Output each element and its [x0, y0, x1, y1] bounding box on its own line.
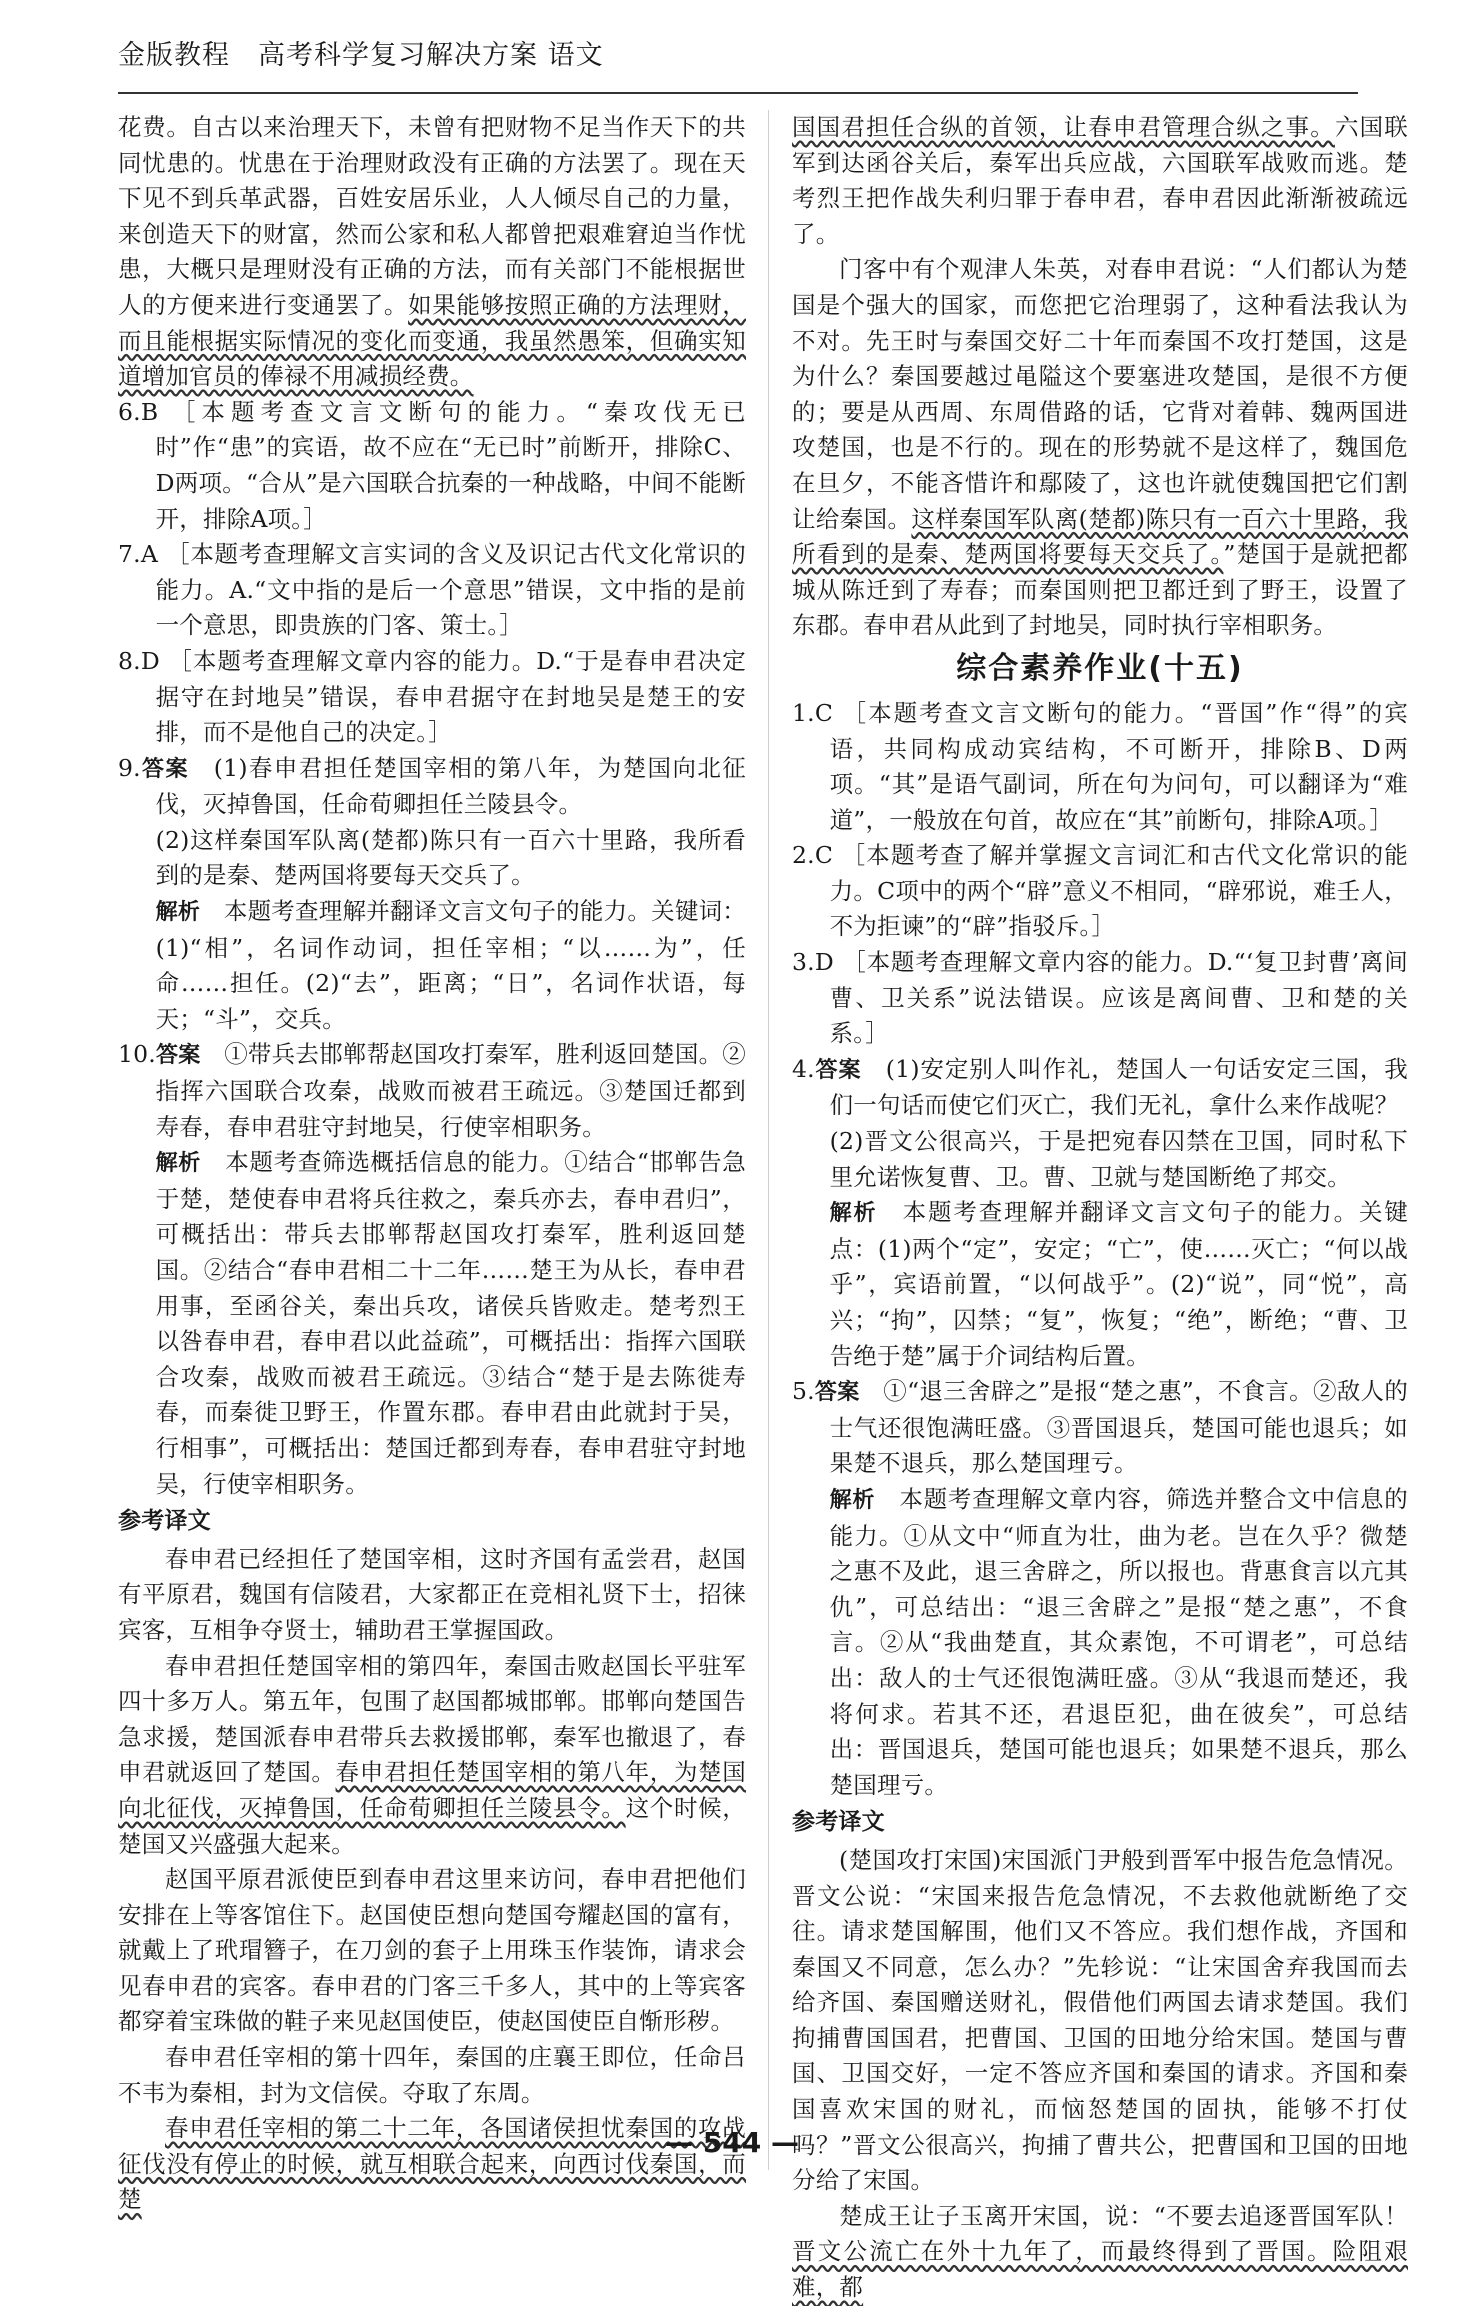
left-column — [118, 110, 746, 2218]
answer-7: 7.A ［本题考查理解文言实词的含义及识记古代文化常识的能力。A.“文中指的是后一个意思”错误，文中指的是前一个意思，即贵族的门客、策士。］ — [118, 540, 746, 640]
answer-label: 答案 — [814, 1380, 860, 1406]
translation-paragraph: 春申君任宰相的第十四年，秦国的庄襄王即位，任命吕不韦为秦相，封为文信侯。夺取了东周。 — [118, 2043, 746, 2107]
section-title: 综合素养作业(十五) — [956, 650, 1244, 686]
translation-paragraph: 花费。自古以来治理天下，未曾有把财物不足当作天下的共同忧患的。忧患在于治理财政没有正确的方法罢了。现在天下见不到兵革武器，百姓安居乐业，人人倾尽自己的力量，来创造天下的财富，然而公家和私人都曾把艰难窘迫当作忧患，大概只是理财没有正确的方法，而有关部门不能根据世人的方便来进行变通罢了。如果能够按照正确的方法理财，而且能根据实际情况的变化而变通，我虽然愚笨，但确实知道增加官员的俸禄不用减损经费。 — [118, 113, 746, 391]
answer-6: 6.B ［本题考查文言文断句的能力。“秦攻伐无已时”作“患”的宾语，故不应在“无已时”前断开，排除C、D两项。“合从”是六国联合抗秦的一种战略，中间不能断开，排除A项。］ — [118, 397, 746, 533]
translation-paragraph: 国国君担任合纵的首领，让春申君管理合纵之事。六国联军到达函谷关后，秦军出兵应战，六国联军战败而逃。楚考烈王把作战失利归罪于春申君，春申君因此渐渐被疏远了。 — [792, 113, 1408, 248]
answer-1: 1.C ［本题考查文言文断句的能力。“晋国”作“得”的宾语，共同构成动宾结构，不可断开，排除B、D两项。“其”是语气副词，所在句为问句，可以翻译为“难道”，一般放在句首，故应在“其”前断句，排除A项。］ — [792, 698, 1408, 834]
analysis-5: 解析 本题考查理解文章内容，筛选并整合文中信息的能力。①从文中“师直为壮，曲为老。岂在久乎？微楚之惠不及此，退三舍辟之，所以报也。背惠食言以亢其仇”，可总结出：“退三舍辟之”是报“楚之惠”，不食言。②从“我曲楚直，其众素饱，不可谓老”，可总结出：敌人的士气还很饱满旺盛。③从“我退而楚还，我将何求。若其不还，君退臣犯，曲在彼矣”，可总结出：晋国退兵，楚国可能也退兵；如果楚不退兵，那么楚国理亏。 — [829, 1484, 1408, 1799]
analysis-label: 解析 — [155, 1151, 202, 1177]
answer-8: 8.D ［本题考查理解文章内容的能力。D.“于是春申君决定据守在封地吴”错误，春申君据守在封地吴是楚王的安排，而不是他自己的决定。］ — [118, 646, 746, 747]
analysis-label: 解析 — [155, 900, 201, 926]
page-number: — 544 — — [665, 2126, 799, 2159]
answer-3: 3.D ［本题考查理解文章内容的能力。D.“‘复卫封曹’离间曹、卫关系”说法错误。应该是离间曹、卫和楚的关系。］ — [792, 948, 1408, 1048]
underlined-sentence: 晋文公流亡在外十九年了，而最终得到了晋国。险阻艰难，都 — [792, 2237, 1408, 2302]
right-column — [792, 110, 1408, 2306]
header-rule — [118, 92, 1358, 94]
underlined-sentence: 国国君担任合纵的首领，让春申君管理合纵之事。 — [792, 113, 1335, 141]
translation-paragraph: 门客中有个观津人朱英，对春申君说：“人们都认为楚国是个强大的国家，而您把它治理弱了，这种看法我认为不对。先王时与秦国交好二十年而秦国不攻打楚国，这是为什么？秦国要越过黾隘这个要塞进攻楚国，是很不方便的；要是从西周、东周借路的话，它背对着韩、魏两国进攻楚国，也是不行的。现在的形势就不是这样了，魏国危在旦夕，不能吝惜许和鄢陵了，这也许就使魏国把它们割让给秦国。这样秦国军队离(楚都)陈只有一百六十里路，我所看到的是秦、楚两国将要每天交兵了。”楚国于是就把都城从陈迁到了寿春；而秦国则把卫都迁到了野王，设置了东郡。春申君从此到了封地吴，同时执行宰相职务。 — [792, 255, 1408, 640]
analysis-4: 解析 本题考查理解并翻译文言文句子的能力。关键点：(1)两个“定”，安定；“亡”，使……灭亡；“何以战乎”，宾语前置，“以何战乎”。(2)“说”，同“悦”，高兴；“拘”，囚禁；“复”，恢复；“绝”，断绝；“曹、卫告绝于楚”属于介词结构后置。 — [829, 1198, 1409, 1370]
underlined-sentence: 春申君任宰相的第二十二年，各国诸侯担忧秦国的攻战征伐没有停止的时候，就互相联合起来，向西讨伐秦国，而楚 — [118, 2114, 746, 2214]
answer-2: 2.C ［本题考查了解并掌握文言词汇和古代文化常识的能力。C项中的两个“辟”意义不相同，“辟邪说，难壬人，不为拒谏”的“辟”指驳斥。］ — [792, 841, 1408, 941]
answer-4-part2: (2)晋文公很高兴，于是把宛春囚禁在卫国，同时私下里允诺恢复曹、卫。曹、卫就与楚国断绝了邦交。 — [829, 1127, 1408, 1191]
underlined-sentence: 如果能够按照正确的方法理财，而且能根据实际情况的变化而变通，我虽然愚笨，但确实知道增加官员的俸禄不用减损经费。 — [118, 290, 746, 391]
translation-paragraph: 春申君已经担任了楚国宰相，这时齐国有孟尝君，赵国有平原君，魏国有信陵君，大家都正在竞相礼贤下士，招徕宾客，互相争夺贤士，辅助君王掌握国政。 — [118, 1544, 746, 1644]
answer-10: 10.答案 ①带兵去邯郸帮赵国攻打秦军，胜利返回楚国。②指挥六国联合攻秦，战败而被君王疏远。③楚国迁都到寿春，春申君驻守封地吴，行使宰相职务。 — [118, 1040, 747, 1141]
reference-translation-heading: 参考译文 — [792, 1809, 885, 1836]
translation-paragraph: 春申君担任楚国宰相的第四年，秦国击败赵国长平驻军四十多万人。第五年，包围了赵国都城邯郸。邯郸向楚国告急求援，楚国派春申君带兵去救援邯郸，秦军也撤退了，春申君就返回了楚国。春申君担任楚国宰相的第八年，为楚国向北征伐，灭掉鲁国，任命荀卿担任兰陵县令。这个时候，楚国又兴盛强大起来。 — [118, 1651, 746, 1858]
reference-translation-heading: 参考译文 — [118, 1508, 211, 1535]
answer-4: 4.答案 (1)安定别人叫作礼，楚国人一句话安定三国，我们一句话而使它们灭亡，我们无礼，拿什么来作战呢？ — [792, 1054, 1408, 1120]
answer-label: 答案 — [155, 1043, 201, 1069]
analysis-9: 解析 本题考查理解并翻译文言文句子的能力。关键词：(1)“相”，名词作动词，担任宰相；“以……为”，任命……担任。(2)“去”，距离；“日”，名词作状语，每天；“斗”，交兵。 — [155, 897, 747, 1033]
answer-5: 5.答案 ①“退三舍辟之”是报“楚之惠”，不食言。②敌人的士气还很饱满旺盛。③晋国退兵，楚国可能也退兵；如果楚不退兵，那么楚国理亏。 — [792, 1377, 1409, 1478]
translation-paragraph: 楚成王让子玉离开宋国，说：“不要去追逐晋国军队！晋文公流亡在外十九年了，而最终得到了晋国。险阻艰难，都 — [792, 2201, 1408, 2302]
translation-paragraph: (楚国攻打宋国)宋国派门尹般到晋军中报告危急情况。晋文公说：“宋国来报告危急情况，不去救他就断绝了交往。请求楚国解围，他们又不答应。我们想作战，齐国和秦国又不同意，怎么办？”先轸说：“让宋国舍弃我国而去给齐国、秦国赠送财礼，假借他们两国去请求楚国。我们拘捕曹国国君，把曹国、卫国的田地分给宋国。楚国与曹国、卫国交好，一定不答应齐国和秦国的请求。齐国和秦国喜欢宋国的财礼，而恼怒楚国的固执，能够不打仗吗？”晋文公很高兴，拘捕了曹共公，把曹国和卫国的田地分给了宋国。 — [792, 1845, 1408, 2195]
answer-9: 9.答案 (1)春申君担任楚国宰相的第八年，为楚国向北征伐，灭掉鲁国，任命荀卿担任兰陵县令。 — [118, 753, 746, 819]
analysis-10: 解析 本题考查筛选概括信息的能力。①结合“邯郸告急于楚，楚使春申君将兵往救之，秦兵亦去，春申君归”，可概括出：带兵去邯郸帮赵国攻打秦军，胜利返回楚国。②结合“春申君相二十二年……楚王为从长，春申君用事，至函谷关，秦出兵攻，诸侯兵皆败走。楚考烈王以咎春申君，春申君以此益疏”，可概括出：指挥六国联合攻秦，战败而被君王疏远。③结合“楚于是去陈徙寿春，而秦徙卫野王，作置东郡。春申君由此就封于吴，行相事”，可概括出：楚国迁都到寿春，春申君驻守封地吴，行使宰相职务。 — [155, 1148, 746, 1498]
underlined-sentence: 春申君担任楚国宰相的第八年，为楚国向北征伐，灭掉鲁国，任命荀卿担任兰陵县令。 — [118, 1758, 746, 1822]
column-divider — [768, 110, 769, 2170]
underlined-sentence: 这样秦国军队离(楚都)陈只有一百六十里路，我所看到的是秦、楚两国将要每天交兵了。 — [792, 504, 1408, 569]
translation-paragraph: 赵国平原君派使臣到春申君这里来访问，春申君把他们安排在上等客馆住下。赵国使臣想向楚国夸耀赵国的富有，就戴上了玳瑁簪子，在刀剑的套子上用珠玉作装饰，请求会见春申君的宾客。春申君的门客三千多人，其中的上等宾客都穿着宝珠做的鞋子来见赵国使臣，使赵国使臣自惭形秽。 — [118, 1865, 746, 2036]
answer-9-part2: (2)这样秦国军队离(楚都)陈只有一百六十里路，我所看到的是秦、楚两国将要每天交兵了。 — [155, 825, 746, 890]
analysis-label: 解析 — [829, 1487, 876, 1513]
analysis-label: 解析 — [829, 1201, 878, 1227]
answer-label: 答案 — [814, 1057, 862, 1083]
answer-label: 答案 — [140, 756, 189, 782]
running-header: 金版教程 高考科学复习解决方案 语文 — [118, 40, 604, 71]
